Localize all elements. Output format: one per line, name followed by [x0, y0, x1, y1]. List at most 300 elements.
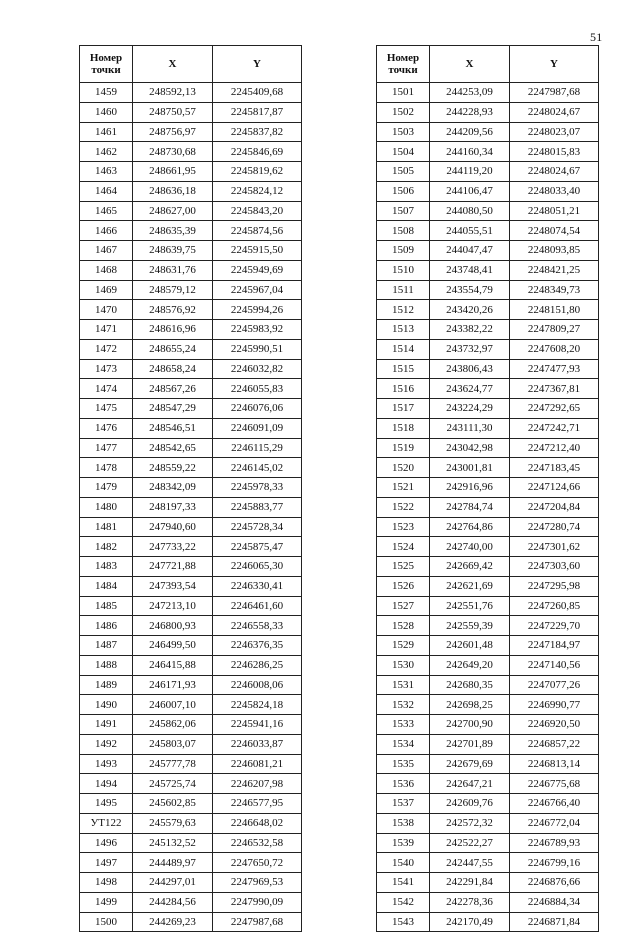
y-cell: 2247809,27 [510, 320, 599, 340]
y-cell: 2245983,92 [213, 320, 302, 340]
x-cell: 242522,27 [430, 833, 510, 853]
table-row [377, 83, 599, 103]
x-cell: 243001,81 [430, 458, 510, 478]
table-row [377, 260, 599, 280]
point-number-header [377, 46, 430, 83]
x-header: X [133, 46, 213, 83]
point-number-cell: 1528 [377, 616, 430, 636]
x-cell: 248576,92 [133, 300, 213, 320]
table-row [377, 636, 599, 656]
table-row [80, 458, 302, 478]
coordinates-table-right [376, 45, 599, 932]
table-row [80, 695, 302, 715]
x-cell: 243382,22 [430, 320, 510, 340]
point-number-cell: 1492 [80, 734, 133, 754]
table-row [80, 794, 302, 814]
point-number-cell: 1511 [377, 280, 430, 300]
table-row [80, 497, 302, 517]
x-cell: 242916,96 [430, 478, 510, 498]
x-cell: 248567,26 [133, 379, 213, 399]
y-cell: 2245837,82 [213, 122, 302, 142]
page-number: 51 [590, 30, 603, 44]
y-cell: 2248023,07 [510, 122, 599, 142]
point-number-cell: 1483 [80, 557, 133, 577]
table-row [80, 754, 302, 774]
point-number-cell: 1530 [377, 655, 430, 675]
point-number-cell: 1542 [377, 892, 430, 912]
table-row [80, 675, 302, 695]
y-cell: 2248051,21 [510, 201, 599, 221]
point-number-cell: 1543 [377, 912, 430, 932]
y-cell: 2247990,09 [213, 892, 302, 912]
y-cell: 2246577,95 [213, 794, 302, 814]
y-cell: 2245843,20 [213, 201, 302, 221]
x-cell: 246499,50 [133, 636, 213, 656]
x-cell: 245602,85 [133, 794, 213, 814]
x-cell: 248559,22 [133, 458, 213, 478]
table-row [377, 399, 599, 419]
point-number-cell: 1462 [80, 142, 133, 162]
point-number-cell: 1525 [377, 557, 430, 577]
y-cell: 2246876,66 [510, 873, 599, 893]
point-number-cell: 1518 [377, 418, 430, 438]
x-cell: 243748,41 [430, 260, 510, 280]
point-number-cell: 1487 [80, 636, 133, 656]
y-cell: 2247969,53 [213, 873, 302, 893]
y-cell: 2246813,14 [510, 754, 599, 774]
table-row [377, 359, 599, 379]
y-cell: 2247184,97 [510, 636, 599, 656]
x-cell: 246415,88 [133, 655, 213, 675]
table-row [80, 83, 302, 103]
table-row [377, 478, 599, 498]
y-cell: 2247183,45 [510, 458, 599, 478]
table-row [377, 458, 599, 478]
point-number-cell: 1467 [80, 241, 133, 261]
y-cell: 2246990,77 [510, 695, 599, 715]
x-cell: 244160,34 [430, 142, 510, 162]
table-row [377, 794, 599, 814]
y-cell: 2246091,09 [213, 418, 302, 438]
y-cell: 2246207,98 [213, 774, 302, 794]
y-cell: 2246115,29 [213, 438, 302, 458]
table-row [80, 517, 302, 537]
x-cell: 248750,57 [133, 102, 213, 122]
point-number-cell: 1486 [80, 616, 133, 636]
table-row [377, 418, 599, 438]
x-cell: 243624,77 [430, 379, 510, 399]
x-cell: 242647,21 [430, 774, 510, 794]
table-row [377, 616, 599, 636]
table-row [80, 320, 302, 340]
x-cell: 248756,97 [133, 122, 213, 142]
table-row [80, 102, 302, 122]
y-cell: 2245875,47 [213, 537, 302, 557]
table-row [80, 181, 302, 201]
x-cell: 242698,25 [430, 695, 510, 715]
point-number-cell: 1529 [377, 636, 430, 656]
x-cell: 243554,79 [430, 280, 510, 300]
x-cell: 248616,96 [133, 320, 213, 340]
point-number-cell: 1517 [377, 399, 430, 419]
y-cell: 2247650,72 [213, 853, 302, 873]
x-cell: 245579,63 [133, 813, 213, 833]
x-cell: 242680,35 [430, 675, 510, 695]
y-cell: 2247608,20 [510, 339, 599, 359]
x-cell: 248655,24 [133, 339, 213, 359]
y-cell: 2246558,33 [213, 616, 302, 636]
y-cell: 2245994,26 [213, 300, 302, 320]
table-row [80, 774, 302, 794]
point-number-cell: 1538 [377, 813, 430, 833]
point-number-cell: 1479 [80, 478, 133, 498]
table-row [80, 260, 302, 280]
table-row [377, 221, 599, 241]
table-row [377, 339, 599, 359]
table-row [80, 399, 302, 419]
x-cell: 248547,29 [133, 399, 213, 419]
point-number-cell: 1477 [80, 438, 133, 458]
x-cell: 248546,51 [133, 418, 213, 438]
x-cell: 242572,32 [430, 813, 510, 833]
y-cell: 2246032,82 [213, 359, 302, 379]
x-cell: 242601,48 [430, 636, 510, 656]
table-row [377, 379, 599, 399]
y-cell: 2247242,71 [510, 418, 599, 438]
y-cell: 2245990,51 [213, 339, 302, 359]
x-cell: 244269,23 [133, 912, 213, 932]
table-row [377, 142, 599, 162]
point-number-cell: 1476 [80, 418, 133, 438]
table-row [80, 833, 302, 853]
y-cell: 2247303,60 [510, 557, 599, 577]
point-number-cell: 1463 [80, 162, 133, 182]
point-number-cell: 1498 [80, 873, 133, 893]
x-cell: 242701,89 [430, 734, 510, 754]
y-cell: 2247124,66 [510, 478, 599, 498]
point-number-cell: 1461 [80, 122, 133, 142]
x-cell: 242291,84 [430, 873, 510, 893]
y-cell: 2248093,85 [510, 241, 599, 261]
y-cell: 2247140,56 [510, 655, 599, 675]
x-cell: 244297,01 [133, 873, 213, 893]
point-number-header-line2: точки [91, 64, 121, 76]
table-row [80, 557, 302, 577]
x-cell: 244080,50 [430, 201, 510, 221]
y-cell: 2248024,67 [510, 162, 599, 182]
table-row [80, 241, 302, 261]
point-number-cell: УТ122 [80, 813, 133, 833]
point-number-cell: 1537 [377, 794, 430, 814]
x-cell: 242740,00 [430, 537, 510, 557]
point-number-cell: 1501 [377, 83, 430, 103]
y-cell: 2246145,02 [213, 458, 302, 478]
point-number-cell: 1465 [80, 201, 133, 221]
point-number-header-line2: точки [388, 64, 418, 76]
point-number-cell: 1536 [377, 774, 430, 794]
x-cell: 248661,95 [133, 162, 213, 182]
x-cell: 244253,09 [430, 83, 510, 103]
point-number-cell: 1471 [80, 320, 133, 340]
table-row [377, 557, 599, 577]
y-cell: 2247212,40 [510, 438, 599, 458]
x-cell: 248635,39 [133, 221, 213, 241]
table-row [377, 695, 599, 715]
table-row [377, 537, 599, 557]
point-number-cell: 1495 [80, 794, 133, 814]
y-cell: 2245915,50 [213, 241, 302, 261]
y-cell: 2246532,58 [213, 833, 302, 853]
x-cell: 242649,20 [430, 655, 510, 675]
x-cell: 245803,07 [133, 734, 213, 754]
x-cell: 248658,24 [133, 359, 213, 379]
y-cell: 2248349,73 [510, 280, 599, 300]
table-row [377, 438, 599, 458]
point-number-cell: 1491 [80, 715, 133, 735]
y-cell: 2247292,65 [510, 399, 599, 419]
point-number-cell: 1496 [80, 833, 133, 853]
y-cell: 2246789,93 [510, 833, 599, 853]
y-cell: 2248074,54 [510, 221, 599, 241]
y-cell: 2245824,12 [213, 181, 302, 201]
table-row [377, 517, 599, 537]
x-cell: 248197,33 [133, 497, 213, 517]
y-cell: 2246330,41 [213, 576, 302, 596]
x-cell: 247213,10 [133, 596, 213, 616]
table-row [377, 181, 599, 201]
table-body [80, 83, 302, 932]
table-row [80, 122, 302, 142]
table-row [377, 280, 599, 300]
point-number-cell: 1507 [377, 201, 430, 221]
y-cell: 2246081,21 [213, 754, 302, 774]
x-cell: 244228,93 [430, 102, 510, 122]
point-number-cell: 1485 [80, 596, 133, 616]
point-number-cell: 1466 [80, 221, 133, 241]
table-row [377, 754, 599, 774]
table-row [377, 853, 599, 873]
y-cell: 2247295,98 [510, 576, 599, 596]
point-number-cell: 1513 [377, 320, 430, 340]
y-cell: 2246884,34 [510, 892, 599, 912]
coordinates-table-left [79, 45, 302, 932]
table-header [377, 46, 599, 83]
x-cell: 242621,69 [430, 576, 510, 596]
y-cell: 2245874,56 [213, 221, 302, 241]
y-cell: 2246775,68 [510, 774, 599, 794]
table-row [377, 912, 599, 932]
table-row [80, 359, 302, 379]
point-number-cell: 1502 [377, 102, 430, 122]
y-cell: 2248015,83 [510, 142, 599, 162]
y-cell: 2247367,81 [510, 379, 599, 399]
point-number-cell: 1493 [80, 754, 133, 774]
y-cell: 2246871,84 [510, 912, 599, 932]
y-cell: 2246076,06 [213, 399, 302, 419]
x-cell: 242447,55 [430, 853, 510, 873]
point-number-cell: 1533 [377, 715, 430, 735]
y-cell: 2246065,30 [213, 557, 302, 577]
table-row [80, 339, 302, 359]
point-number-cell: 1459 [80, 83, 133, 103]
y-cell: 2245949,69 [213, 260, 302, 280]
table-row [80, 892, 302, 912]
point-number-cell: 1480 [80, 497, 133, 517]
x-cell: 246171,93 [133, 675, 213, 695]
x-cell: 242609,76 [430, 794, 510, 814]
point-number-cell: 1469 [80, 280, 133, 300]
y-cell: 2246648,02 [213, 813, 302, 833]
point-number-cell: 1497 [80, 853, 133, 873]
y-cell: 2246772,04 [510, 813, 599, 833]
table-row [377, 833, 599, 853]
x-header: X [430, 46, 510, 83]
table-header [80, 46, 302, 83]
x-cell: 248579,12 [133, 280, 213, 300]
point-number-cell: 1508 [377, 221, 430, 241]
table-row [377, 300, 599, 320]
x-cell: 247721,88 [133, 557, 213, 577]
point-number-cell: 1478 [80, 458, 133, 478]
point-number-cell: 1490 [80, 695, 133, 715]
y-cell: 2247301,62 [510, 537, 599, 557]
y-cell: 2246799,16 [510, 853, 599, 873]
point-number-cell: 1484 [80, 576, 133, 596]
x-cell: 243111,30 [430, 418, 510, 438]
point-number-cell: 1532 [377, 695, 430, 715]
table-row [80, 912, 302, 932]
table-row [80, 636, 302, 656]
point-number-cell: 1512 [377, 300, 430, 320]
point-number-cell: 1464 [80, 181, 133, 201]
y-cell: 2245883,77 [213, 497, 302, 517]
x-cell: 247393,54 [133, 576, 213, 596]
table-row [80, 813, 302, 833]
table-row [377, 162, 599, 182]
y-header: Y [510, 46, 599, 83]
y-header: Y [213, 46, 302, 83]
point-number-cell: 1500 [80, 912, 133, 932]
point-number-cell: 1531 [377, 675, 430, 695]
table-row [377, 813, 599, 833]
point-number-cell: 1504 [377, 142, 430, 162]
table-row [377, 774, 599, 794]
x-cell: 242679,69 [430, 754, 510, 774]
table-row [377, 320, 599, 340]
point-number-cell: 1472 [80, 339, 133, 359]
y-cell: 2247280,74 [510, 517, 599, 537]
y-cell: 2245967,04 [213, 280, 302, 300]
point-number-cell: 1489 [80, 675, 133, 695]
y-cell: 2246055,83 [213, 379, 302, 399]
point-number-cell: 1482 [80, 537, 133, 557]
x-cell: 245132,52 [133, 833, 213, 853]
table-row [377, 892, 599, 912]
y-cell: 2245846,69 [213, 142, 302, 162]
y-cell: 2246920,50 [510, 715, 599, 735]
x-cell: 244209,56 [430, 122, 510, 142]
point-number-cell: 1473 [80, 359, 133, 379]
table-row [80, 162, 302, 182]
table-row [80, 438, 302, 458]
y-cell: 2248033,40 [510, 181, 599, 201]
x-cell: 248592,13 [133, 83, 213, 103]
table-row [80, 537, 302, 557]
y-cell: 2247987,68 [510, 83, 599, 103]
y-cell: 2245819,62 [213, 162, 302, 182]
table-row [377, 201, 599, 221]
x-cell: 242784,74 [430, 497, 510, 517]
x-cell: 242551,76 [430, 596, 510, 616]
point-number-cell: 1521 [377, 478, 430, 498]
table-row [80, 379, 302, 399]
table-row [80, 478, 302, 498]
x-cell: 242764,86 [430, 517, 510, 537]
x-cell: 244489,97 [133, 853, 213, 873]
y-cell: 2246461,60 [213, 596, 302, 616]
x-cell: 243732,97 [430, 339, 510, 359]
point-number-cell: 1516 [377, 379, 430, 399]
table-row [377, 675, 599, 695]
y-cell: 2245409,68 [213, 83, 302, 103]
point-number-cell: 1481 [80, 517, 133, 537]
x-cell: 247733,22 [133, 537, 213, 557]
point-number-cell: 1510 [377, 260, 430, 280]
x-cell: 243420,26 [430, 300, 510, 320]
table-row [80, 576, 302, 596]
table-row [377, 122, 599, 142]
x-cell: 243806,43 [430, 359, 510, 379]
x-cell: 248627,00 [133, 201, 213, 221]
table-row [80, 616, 302, 636]
table-row [377, 497, 599, 517]
point-number-cell: 1514 [377, 339, 430, 359]
x-cell: 248636,18 [133, 181, 213, 201]
point-number-cell: 1494 [80, 774, 133, 794]
table-row [377, 596, 599, 616]
x-cell: 242170,49 [430, 912, 510, 932]
x-cell: 247940,60 [133, 517, 213, 537]
y-cell: 2246857,22 [510, 734, 599, 754]
table-row [80, 715, 302, 735]
table-row [80, 873, 302, 893]
table-row [80, 734, 302, 754]
x-cell: 248730,68 [133, 142, 213, 162]
table-row [80, 418, 302, 438]
x-cell: 246007,10 [133, 695, 213, 715]
table-row [377, 715, 599, 735]
x-cell: 244055,51 [430, 221, 510, 241]
y-cell: 2247077,26 [510, 675, 599, 695]
point-number-cell: 1524 [377, 537, 430, 557]
point-number-cell: 1535 [377, 754, 430, 774]
point-number-header-line1: Номер [89, 52, 123, 64]
table-row [80, 280, 302, 300]
x-cell: 246800,93 [133, 616, 213, 636]
y-cell: 2248421,25 [510, 260, 599, 280]
x-cell: 248342,09 [133, 478, 213, 498]
point-number-cell: 1527 [377, 596, 430, 616]
x-cell: 242669,42 [430, 557, 510, 577]
point-number-cell: 1475 [80, 399, 133, 419]
x-cell: 245862,06 [133, 715, 213, 735]
point-number-cell: 1519 [377, 438, 430, 458]
point-number-cell: 1488 [80, 655, 133, 675]
table-row [377, 102, 599, 122]
y-cell: 2246008,06 [213, 675, 302, 695]
y-cell: 2245824,18 [213, 695, 302, 715]
table-row [377, 734, 599, 754]
